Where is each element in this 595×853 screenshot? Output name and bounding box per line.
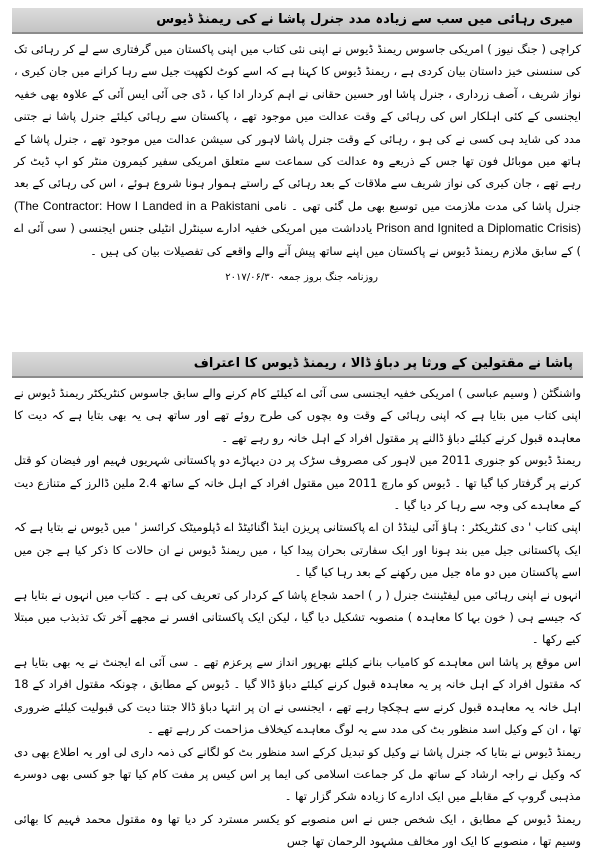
article-paragraph: اس موقع پر پاشا اس معاہدے کو کامیاب بنانے کیلئے بھرپور انداز سے پرعزم تھے ۔ سی آئی اے ایجنٹ نے یہ بھی بتایا ہے کہ مقتول افراد کے اہل خانہ پر یہ معاہدہ قبول کرنے کیلئے دباؤ ڈالا گیا ۔ ڈیوس کے مطابق ، چونکہ مقتول افراد کے 18 اہل خانہ یہ معاہدہ قبول کرنے سے ہچکچا رہے تھے ، ایجنسی نے ان پر انتہا دباؤ ڈالا جتنا دیت کی قبولیت کیلئے ضروری تھا ، ان کے وکیل اسد منظور بٹ کی مدد سے یہ لوگ معاہدے کیخلاف مزاحمت کر رہے تھے ۔ (14, 654, 581, 737)
book-title: (The Contractor: How I Landed in a Pakistani Prison and Ignited a Diplomatic Crisis) (14, 198, 581, 236)
article-body (12, 34, 583, 262)
article-paragraph: ریمنڈ ڈیوس کے مطابق ، ایک شخص جس نے اس منصوبے کو یکسر مسترد کر دیا تھا وہ مقتول محمد فہیم کا بھائی وسیم تھا ، منصوبے کا ایک اور مخالف مشہود الرحمان تھا جس (14, 811, 581, 849)
article-body (12, 378, 583, 853)
article-paragraph: اپنی کتاب ' دی کنٹریکٹر : ہاؤ آئی لینڈڈ ان اے پاکستانی پریزن اینڈ اگنائیٹڈ اے ڈپلومیٹک کرائسز ' میں ڈیوس نے بتایا ہے کہ ایک پاکستانی جیل میں بند ہونا اور ایک سفارتی بحران پیدا کیا ، میں ریمنڈ ڈیوس نے ان حالات کا ذکر کیا ہے جن میں اسے پاکستان میں دو ماہ جیل میں رکھنے کے بعد رہا کیا گیا ۔ (14, 520, 581, 580)
article-paragraph: ریمنڈ ڈیوس نے بتایا کہ جنرل پاشا نے وکیل کو تبدیل کرکے اسد منظور بٹ کو لگانے کی ذمہ داری لی اور یہ اطلاع بھی دی کہ وکیل نے راجہ ارشاد کے ساتھ مل کر جماعت اسلامی کی ایما پر اس کیس پر مفت کام کیا تھا جو کسی بھی دوسرے مذہبی گروپ کے مقابلے میں ایک ادارے کا زیادہ شکر گزار تھا ۔ (14, 744, 581, 804)
body-text-part-1: کراچی ( جنگ نیوز ) امریکی جاسوس ریمنڈ ڈیوس نے اپنی نئی کتاب میں اپنی پاکستان میں گرفتاری سے لے کر رہائی تک کی سنسنی خیز داستان بیان کردی ہے ، ریمنڈ ڈیوس کا کہنا ہے کہ اسے کوٹ لکھپت جیل سے رہا کرانے میں جان کیری ، نواز شریف ، آصف زرداری ، جنرل پاشا اور حسین حقانی نے اہم کردار ادا کیا ، ڈی جی آئی ایس آئی کے علاوہ بھی خفیہ ایجنسی کے کئی اہلکار اس کی رہائی کے وقت عدالت میں موجود تھے ، پاکستان سے رہائی کیلئے جنرل پاشا نے جتنی مدد کی شاید ہی کسی نے کی ہو ، رہائی کے وقت جنرل پاشا لاہور کی سیشن عدالت میں موجود تھے ، جنرل پاشا کے ہاتھ میں موبائل فون تھا جس کے ذریعے وہ عدالت کی سماعت سے متعلق امریکی سفیر کیمرون منٹر کو اپ ڈیٹ کر رہے تھے ، جان کیری کی نواز شریف سے ملاقات کے بعد رہائی کے راستے ہموار ہونا شروع ہوئے ، اس کی رہائی کے بعد جنرل پاشا کی مدت ملازمت میں توسیع بھی مل گئی تھی ۔ نامی (14, 42, 582, 213)
article-top (12, 8, 583, 283)
article-paragraph (14, 38, 581, 262)
body-text-part-2: یادداشت میں امریکی خفیہ ادارے سینٹرل انٹیلی جنس ایجنسی ( سی آئی اے ) کے سابق ملازم ریمنڈ ڈیوس نے پاکستان میں اپنے ساتھ پیش آنے والے واقعے کی تفصیلات بیان کی ہیں ۔ (14, 221, 581, 258)
dateline: روزنامہ جنگ بروز جمعہ ۲۰۱۷/۰۶/۳۰ (225, 272, 378, 284)
article-paragraph: ریمنڈ ڈیوس کو جنوری 2011 میں لاہور کی مصروف سڑک پر دن دیہاڑے دو پاکستانی شہریوں فہیم اور فیضان کو قتل کرنے پر گرفتار کیا گیا تھا ۔ ڈیوس کو مارچ 2011 میں مقتول افراد کے اہل خانہ کے ساتھ 2.4 ملین ڈالرز کے متنازع دیت کے معاہدے کی وجہ سے رہا کر دیا گیا ۔ (14, 453, 581, 513)
article-headline: پاشا نے مقتولین کے ورثا پر دباؤ ڈالا ، ریمنڈ ڈیوس کا اعتراف (12, 352, 583, 378)
article-bottom (12, 352, 583, 853)
article-headline: میری رہائی میں سب سے زیادہ مدد جنرل پاشا نے کی ریمنڈ ڈیوس (12, 8, 583, 34)
article-paragraph: انہوں نے اپنی رہائی میں لیفٹیننٹ جنرل ( ر ) احمد شجاع پاشا کے کردار کی تعریف کی ہے ۔ کتاب میں انہوں نے بتایا ہے کہ جیسے ہی ( خون بہا کا معاہدہ ) منصوبہ تشکیل دیا گیا ، لیکن ایک پاکستانی افسر نے مجھے آخر تک تذبذب میں مبتلا کیے رکھا ۔ (14, 587, 581, 647)
article-paragraph: واشنگٹن ( وسیم عباسی ) امریکی خفیہ ایجنسی سی آئی اے کیلئے کام کرنے والے سابق جاسوس کنٹریکٹر ریمنڈ ڈیوس نے اپنی کتاب میں بتایا ہے کہ اپنی رہائی کے وقت وہ بچوں کی طرح روئے تھے اور ساتھ ہی یہ بھی بتایا ہے کہ دیت کا معاہدہ قبول کرنے کیلئے دباؤ ڈالنے پر مقتول افراد کے اہل خانہ رو رہے تھے ۔ (14, 386, 581, 445)
